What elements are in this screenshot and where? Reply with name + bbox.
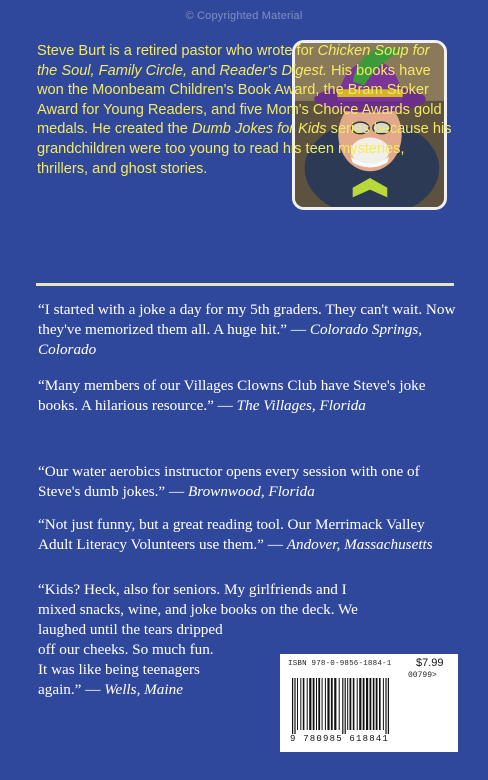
barcode-bar [363, 678, 365, 730]
barcode-bar [292, 678, 293, 734]
barcode-bar [376, 678, 378, 730]
testimonial-line: laughed until the tears dripped [38, 621, 223, 638]
barcode-bar [316, 678, 317, 730]
testimonial-3 [38, 462, 458, 502]
bio-text-segment: Steve Burt is a retired pastor who wrote for [37, 43, 318, 59]
testimonial-text: “Not just funny, but a great reading tool. Our Merrimack Valley Adult Literacy Volunteers use them.” — [38, 516, 425, 553]
testimonial-4 [38, 515, 458, 555]
barcode-bar [300, 678, 301, 730]
testimonial-source: Brownwood, Florida [187, 483, 315, 500]
barcode-bar [383, 678, 384, 730]
testimonial-source: Colorado Springs, Colorado [38, 321, 423, 358]
bio-italic-title: Reader's Digest. [219, 62, 327, 79]
testimonial-text: again.” — [38, 681, 105, 698]
barcode-bar [307, 678, 308, 730]
testimonial-2 [38, 376, 458, 416]
barcode-bar [385, 678, 386, 734]
testimonial-source: The Villages, Florida [236, 397, 366, 414]
section-divider [36, 283, 454, 286]
barcode-digits: 9 780985 618841 [290, 734, 390, 744]
testimonial-source: Andover, Massachusetts [286, 536, 433, 553]
barcode-bar [353, 678, 355, 730]
barcode-bar [339, 678, 340, 730]
barcode-bar [322, 678, 323, 730]
testimonial-source: Wells, Maine [104, 681, 183, 698]
barcode-bar [379, 678, 381, 730]
testimonial-text: “Our water aerobics instructor opens every session with one of Steve's dumb jokes.” — [38, 463, 420, 500]
barcode-bar [334, 678, 336, 730]
barcode-bar [370, 678, 372, 730]
barcode-bar [342, 678, 343, 734]
testimonial-line: It was like being teenagers [38, 661, 200, 678]
testimonial-text: “I started with a joke a day for my 5th graders. They can't wait. Now they've memorized them all. A huge hit.” — [38, 301, 456, 338]
barcode-bar [347, 678, 348, 730]
barcode-bar [297, 678, 298, 730]
testimonial-line: mixed snacks, wine, and joke books on the deck. We [38, 601, 358, 618]
price-addon-code: 00799> [408, 671, 437, 680]
price-label: $7.99 [416, 657, 444, 669]
bio-text-segment: and [187, 62, 220, 79]
barcode-bar [373, 678, 375, 730]
barcode-bar [350, 678, 352, 730]
barcode-bar [331, 678, 333, 730]
author-bio [37, 42, 452, 179]
barcode-bar [357, 678, 358, 730]
barcode-bar [366, 678, 368, 730]
testimonial-line: “Kids? Heck, also for seniors. My girlfriends and I [38, 581, 347, 598]
barcode-bar [313, 678, 315, 730]
barcode-box [280, 654, 458, 752]
bio-text-segment: His books have won the Moonbeam Children's Book Award, the Bram Stoker Award for Young Readers, and five Mom's Choice Awards gold medals. He created the [37, 62, 442, 138]
testimonial-text: “Many members of our Villages Clowns Club have Steve's joke books. A hilarious resource.” — [38, 377, 426, 414]
copyright-watermark: © Copyrighted Material [185, 10, 303, 22]
bio-text-segment: series because his grandchildren were too young to read his teen mysteries, thrillers, and ghost stories. [37, 121, 452, 177]
bio-italic-title: Dumb Jokes for Kids [191, 121, 327, 138]
author-bio-text [37, 42, 452, 179]
isbn-label: ISBN 978-0-9856-1884-1 [288, 660, 392, 668]
barcode-bar [345, 678, 346, 734]
bio-italic-title: Chicken Soup for the Soul, Family Circle, [37, 43, 430, 79]
barcode-bar [294, 678, 295, 734]
barcode-bar [388, 678, 389, 734]
testimonial-1 [38, 300, 458, 360]
barcode-bar [309, 678, 311, 730]
barcode-bar [318, 678, 320, 730]
barcode-bar [303, 678, 305, 730]
barcode-bar [327, 678, 329, 730]
testimonial-line: off our cheeks. So much fun. [38, 641, 214, 658]
barcode-image [288, 670, 453, 734]
barcode-bar [325, 678, 326, 730]
barcode-bar [359, 678, 361, 730]
